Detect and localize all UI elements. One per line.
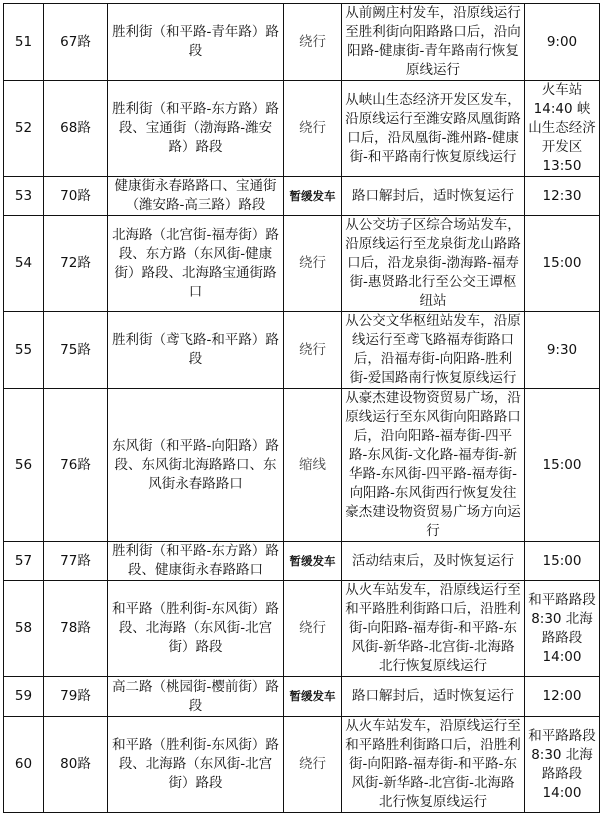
affected-section: 健康街永春路路口、宝通街（潍安路-高三路）路段 — [108, 177, 284, 216]
route-name: 68路 — [44, 81, 108, 177]
measure: 绕行 — [284, 581, 342, 677]
detour-detail: 从前阙庄村发车，沿原线运行至胜利街向阳路路口后，沿向阳路-健康街-青年路南行恢复原线运行 — [342, 4, 525, 81]
measure: 暂缓发车 — [284, 677, 342, 717]
time: 15:00 — [525, 216, 600, 312]
measure: 绕行 — [284, 216, 342, 312]
time: 火车站14:40 峡山生态经济开发区13:50 — [525, 81, 600, 177]
bus-detour-table — [3, 3, 600, 813]
detour-detail: 从火车站发车，沿原线运行至和平路胜利街路口后，沿胜利街-向阳路-福寿街-和平路-东风街-新华路-北宫街-北海路北行恢复原线运行 — [342, 717, 525, 813]
table-row — [4, 216, 600, 312]
route-name: 77路 — [44, 542, 108, 581]
detour-detail: 活动结束后，及时恢复运行 — [342, 542, 525, 581]
detour-detail: 从公交坊子区综合场站发车，沿原线运行至龙泉街龙山路路口后，沿龙泉街-渤海路-福寿街-惠贤路北行至公交王谭枢纽站 — [342, 216, 525, 312]
time: 9:30 — [525, 312, 600, 389]
time: 12:30 — [525, 177, 600, 216]
route-name: 75路 — [44, 312, 108, 389]
table-row — [4, 677, 600, 717]
affected-section: 东风街（和平路-向阳路）路段、东风街北海路路口、东风街永春路路口 — [108, 389, 284, 542]
detour-detail: 从峡山生态经济开发区发车，沿原线运行至潍安路凤凰街路口后，沿凤凰街-潍州路-健康街-和平路南行恢复原线运行 — [342, 81, 525, 177]
row-number: 51 — [4, 4, 44, 81]
table-row — [4, 312, 600, 389]
detour-detail: 从火车站发车，沿原线运行至和平路胜利街路口后，沿胜利街-向阳路-福寿街-和平路-东风街-新华路-北宫街-北海路北行恢复原线运行 — [342, 581, 525, 677]
detour-detail: 从公交文华枢纽站发车，沿原线运行至鸢飞路福寿街路口后，沿福寿街-向阳路-胜利街-爱国路南行恢复原线运行 — [342, 312, 525, 389]
row-number: 56 — [4, 389, 44, 542]
affected-section: 北海路（北宫街-福寿街）路段、东方路（东风街-健康街）路段、北海路宝通街路口 — [108, 216, 284, 312]
table-row — [4, 81, 600, 177]
time: 9:00 — [525, 4, 600, 81]
affected-section: 和平路（胜利街-东风街）路段、北海路（东风街-北宫街）路段 — [108, 717, 284, 813]
row-number: 52 — [4, 81, 44, 177]
detour-detail: 路口解封后，适时恢复运行 — [342, 177, 525, 216]
table-row — [4, 717, 600, 813]
route-name: 70路 — [44, 177, 108, 216]
row-number: 60 — [4, 717, 44, 813]
table-row — [4, 389, 600, 542]
row-number: 53 — [4, 177, 44, 216]
time: 15:00 — [525, 389, 600, 542]
time: 12:00 — [525, 677, 600, 717]
route-name: 67路 — [44, 4, 108, 81]
route-name: 78路 — [44, 581, 108, 677]
table-row — [4, 542, 600, 581]
route-name: 79路 — [44, 677, 108, 717]
row-number: 54 — [4, 216, 44, 312]
detour-detail: 路口解封后，适时恢复运行 — [342, 677, 525, 717]
row-number: 57 — [4, 542, 44, 581]
time: 和平路路段8:30 北海路路段14:00 — [525, 717, 600, 813]
table-row — [4, 581, 600, 677]
affected-section: 高二路（桃园街-樱前街）路段 — [108, 677, 284, 717]
route-name: 76路 — [44, 389, 108, 542]
measure: 暂缓发车 — [284, 177, 342, 216]
measure: 绕行 — [284, 717, 342, 813]
affected-section: 和平路（胜利街-东风街）路段、北海路（东风街-北宫街）路段 — [108, 581, 284, 677]
affected-section: 胜利街（和平路-东方路）路段、宝通街（渤海路-潍安路）路段 — [108, 81, 284, 177]
measure: 绕行 — [284, 81, 342, 177]
time: 15:00 — [525, 542, 600, 581]
row-number: 55 — [4, 312, 44, 389]
route-name: 80路 — [44, 717, 108, 813]
affected-section: 胜利街（和平路-东方路）路段、健康街永春路路口 — [108, 542, 284, 581]
table-row — [4, 177, 600, 216]
measure: 绕行 — [284, 4, 342, 81]
table-body — [4, 4, 600, 813]
route-name: 72路 — [44, 216, 108, 312]
measure: 绕行 — [284, 312, 342, 389]
affected-section: 胜利街（鸢飞路-和平路）路段 — [108, 312, 284, 389]
time: 和平路路段8:30 北海路路段14:00 — [525, 581, 600, 677]
detour-detail: 从豪杰建设物资贸易广场，沿原线运行至东风街向阳路路口后，沿向阳路-福寿街-四平路-东风街-文化路-福寿街-新华路-东风街-四平路-福寿街-向阳路-东风街西行恢复发往豪杰建设物资贸易广场方向运行 — [342, 389, 525, 542]
row-number: 59 — [4, 677, 44, 717]
measure: 暂缓发车 — [284, 542, 342, 581]
row-number: 58 — [4, 581, 44, 677]
table-row — [4, 4, 600, 81]
measure: 缩线 — [284, 389, 342, 542]
affected-section: 胜利街（和平路-青年路）路段 — [108, 4, 284, 81]
